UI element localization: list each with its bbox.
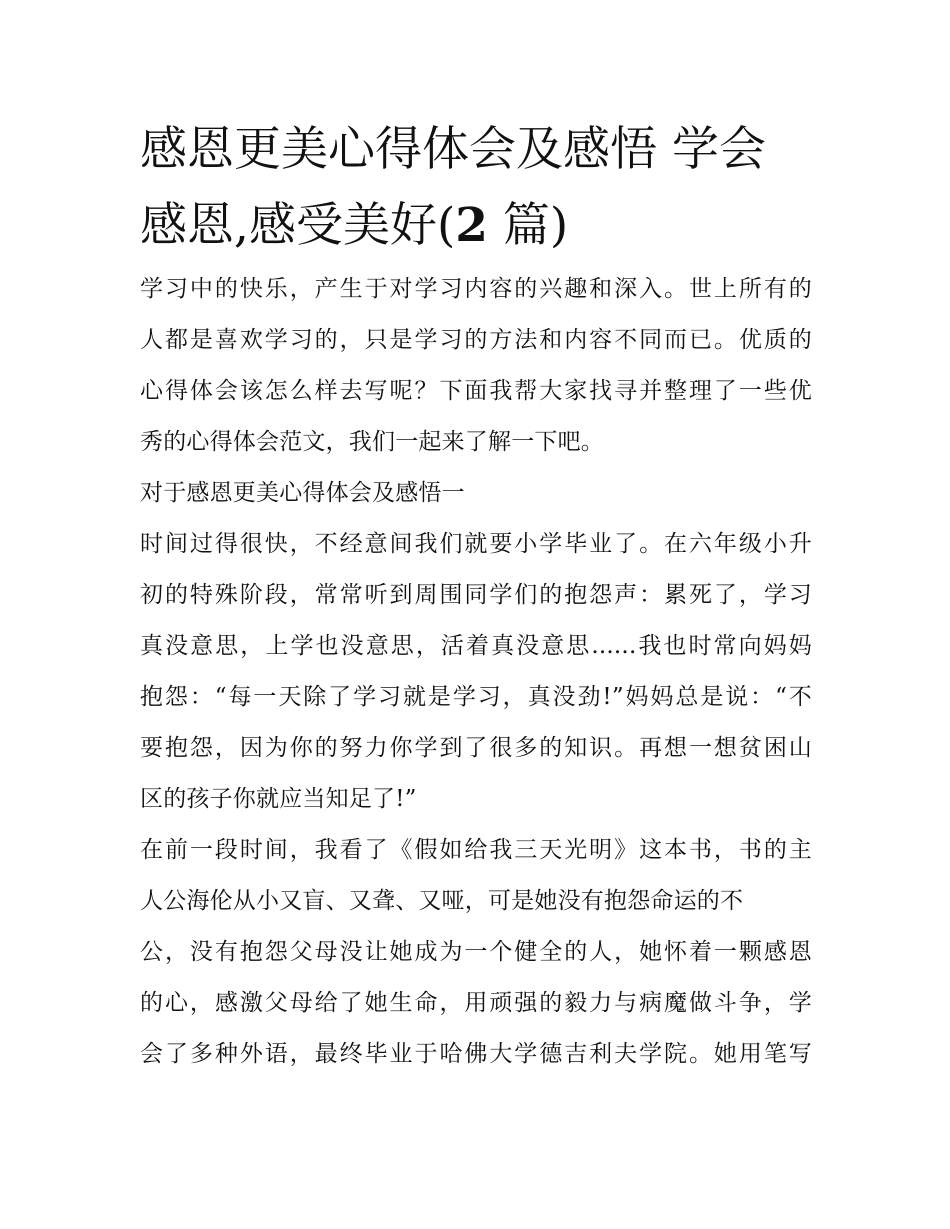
title-line-2-pre: 感恩,感受美好( xyxy=(140,198,456,253)
paragraph-line: 公，没有抱怨父母没让她成为一个健全的人，她怀着一颗感恩 xyxy=(140,939,812,965)
intro-line: 心得体会该怎么样去写呢？下面我帮大家找寻并整理了一些优 xyxy=(140,378,812,404)
paragraph-line: 在前一段时间，我看了《假如给我三天光明》这本书，书的主 xyxy=(140,837,812,863)
section-heading xyxy=(140,468,812,519)
paragraph-line: 区的孩子你就应当知足了!” xyxy=(140,786,417,812)
paragraph-line: 的心，感激父母给了她生命，用顽强的毅力与病魔做斗争，学 xyxy=(140,990,812,1016)
intro-line: 学习中的快乐，产生于对学习内容的兴趣和深入。世上所有的 xyxy=(140,276,812,302)
paragraph-line: 抱怨：“每一天除了学习就是学习，真没劲!”妈妈总是说：“不 xyxy=(140,684,812,710)
paragraph-line: 会了多种外语，最终毕业于哈佛大学德吉利夫学院。她用笔写 xyxy=(140,1041,812,1067)
body-paragraph-2 xyxy=(140,825,812,1080)
paragraph-line: 初的特殊阶段，常常听到周围同学们的抱怨声：累死了，学习 xyxy=(140,582,812,608)
title-count: 2 xyxy=(455,198,488,253)
section-heading-text: 对于感恩更美心得体会及感悟一 xyxy=(140,480,465,506)
document-page xyxy=(140,112,812,1080)
title-line-2-post: 篇) xyxy=(487,198,569,253)
paragraph-line: 要抱怨，因为你的努力你学到了很多的知识。再想一想贫困山 xyxy=(140,735,812,761)
intro-line: 人都是喜欢学习的，只是学习的方法和内容不同而已。优质的 xyxy=(140,327,812,353)
title-line-2 xyxy=(140,188,812,264)
intro-line: 秀的心得体会范文，我们一起来了解一下吧。 xyxy=(140,429,604,455)
document-title xyxy=(140,112,812,264)
intro-paragraph xyxy=(140,264,812,468)
title-line-1: 感恩更美心得体会及感悟 学会 xyxy=(140,122,766,177)
paragraph-line: 真没意思，上学也没意思，活着真没意思......我也时常向妈妈 xyxy=(140,633,812,659)
paragraph-line: 人公海伦从小又盲、又聋、又哑，可是她没有抱怨命运的不 xyxy=(140,888,744,914)
body-paragraph-1 xyxy=(140,519,812,825)
paragraph-line: 时间过得很快，不经意间我们就要小学毕业了。在六年级小升 xyxy=(140,531,812,557)
